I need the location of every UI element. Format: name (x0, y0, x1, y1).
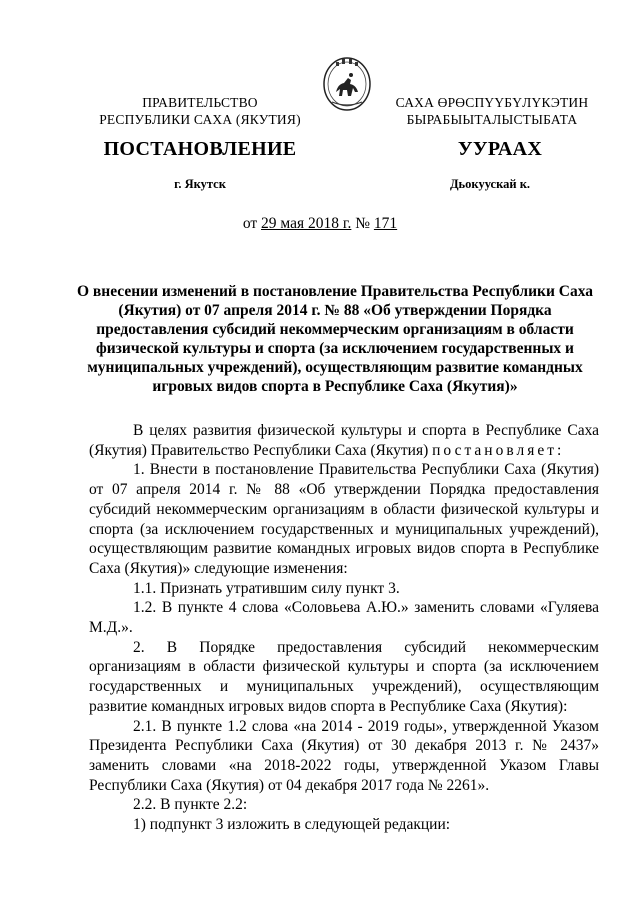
doc-date: 29 мая 2018 г. (261, 215, 352, 232)
paragraph-2-2-1: 1) подпункт 3 изложить в следующей редакции: (133, 816, 451, 834)
paragraph-2-2: 2.2. В пункте 2.2: (133, 796, 248, 814)
intro-text: В целях развития физической культуры и спорта в Республике Саха (Якутия) Правительство Республики Саха (Якутия) (89, 422, 599, 459)
doc-type-right: УУРААХ (457, 138, 543, 160)
paragraph-1: 1. Внести в постановление Правительства Республики Саха (Якутия) от 07 апреля 2014 г. № 88 «Об утверждении Порядка предоставления субсидий некоммерческим организациям в области физической культуры и спорта (за исключением государственных и муниципальных учреждений), осуществляющим развитие командных игровых видов спорта в Республике Саха (Якутия)» следующие изменения: (89, 461, 599, 577)
city-right: Дьокуускай к. (449, 177, 531, 191)
issuer-right-line2: БЫРАБЫЫТАЛЫСТЫБАТА (406, 112, 578, 127)
subject-line: муниципальных учреждений), осуществляющим развитие командных (87, 359, 583, 376)
date-prefix: от (242, 215, 262, 232)
subject-line: (Якутия) от 07 апреля 2014 г. № 88 «Об утверждении Порядка (118, 302, 552, 319)
paragraph-2: 2. В Порядке предоставления субсидий некоммерческим организациям в области физической культуры и спорта (за исключением государственных и муниципальных учреждений), осуществляющим развитие командных игровых видов спорта в Республике Саха (Якутия): (89, 638, 599, 715)
subject-line: игровых видов спорта в Республике Саха (Якутия)» (152, 378, 518, 395)
paragraph-intro (89, 421, 599, 460)
doc-subject (70, 282, 600, 396)
date-line (120, 215, 520, 233)
number-label: № (351, 215, 374, 232)
coat-of-arms-icon (322, 56, 372, 112)
intro-resolves: постановляет: (432, 441, 565, 459)
issuer-right (382, 94, 602, 128)
issuer-right-line1: САХА ӨРӨСПҮҮБҮЛҮКЭТИН (395, 95, 589, 110)
subject-line: физической культуры и спорта (за исключением государственных и (96, 340, 574, 357)
doc-body (89, 421, 599, 835)
doc-number: 171 (373, 215, 398, 232)
doc-type-left: ПОСТАНОВЛЕНИЕ (103, 138, 297, 160)
subject-line: О внесении изменений в постановление Правительства Республики Саха (76, 283, 594, 300)
issuer-left (90, 94, 310, 128)
subject-line: предоставления субсидий некоммерческим организациям в области (96, 321, 574, 338)
paragraph-1-1: 1.1. Признать утратившим силу пункт 3. (133, 579, 400, 597)
issuer-left-line1: ПРАВИТЕЛЬСТВО (142, 95, 258, 110)
issuer-left-line2: РЕСПУБЛИКИ САХА (ЯКУТИЯ) (99, 112, 301, 127)
city-left: г. Якутск (174, 177, 226, 191)
paragraph-1-2: 1.2. В пункте 4 слова «Соловьева А.Ю.» заменить словами «Гуляева М.Д.». (89, 599, 599, 637)
paragraph-2-1: 2.1. В пункте 1.2 слова «на 2014 - 2019 годы», утвержденной Указом Президента Республики Саха (Якутия) от 30 декабря 2013 г. № 2437» заменить словами «на 2018-2022 годы, утвержденной Указом Главы Республики Саха (Якутия) от 04 декабря 2017 года № 2261». (89, 717, 599, 794)
